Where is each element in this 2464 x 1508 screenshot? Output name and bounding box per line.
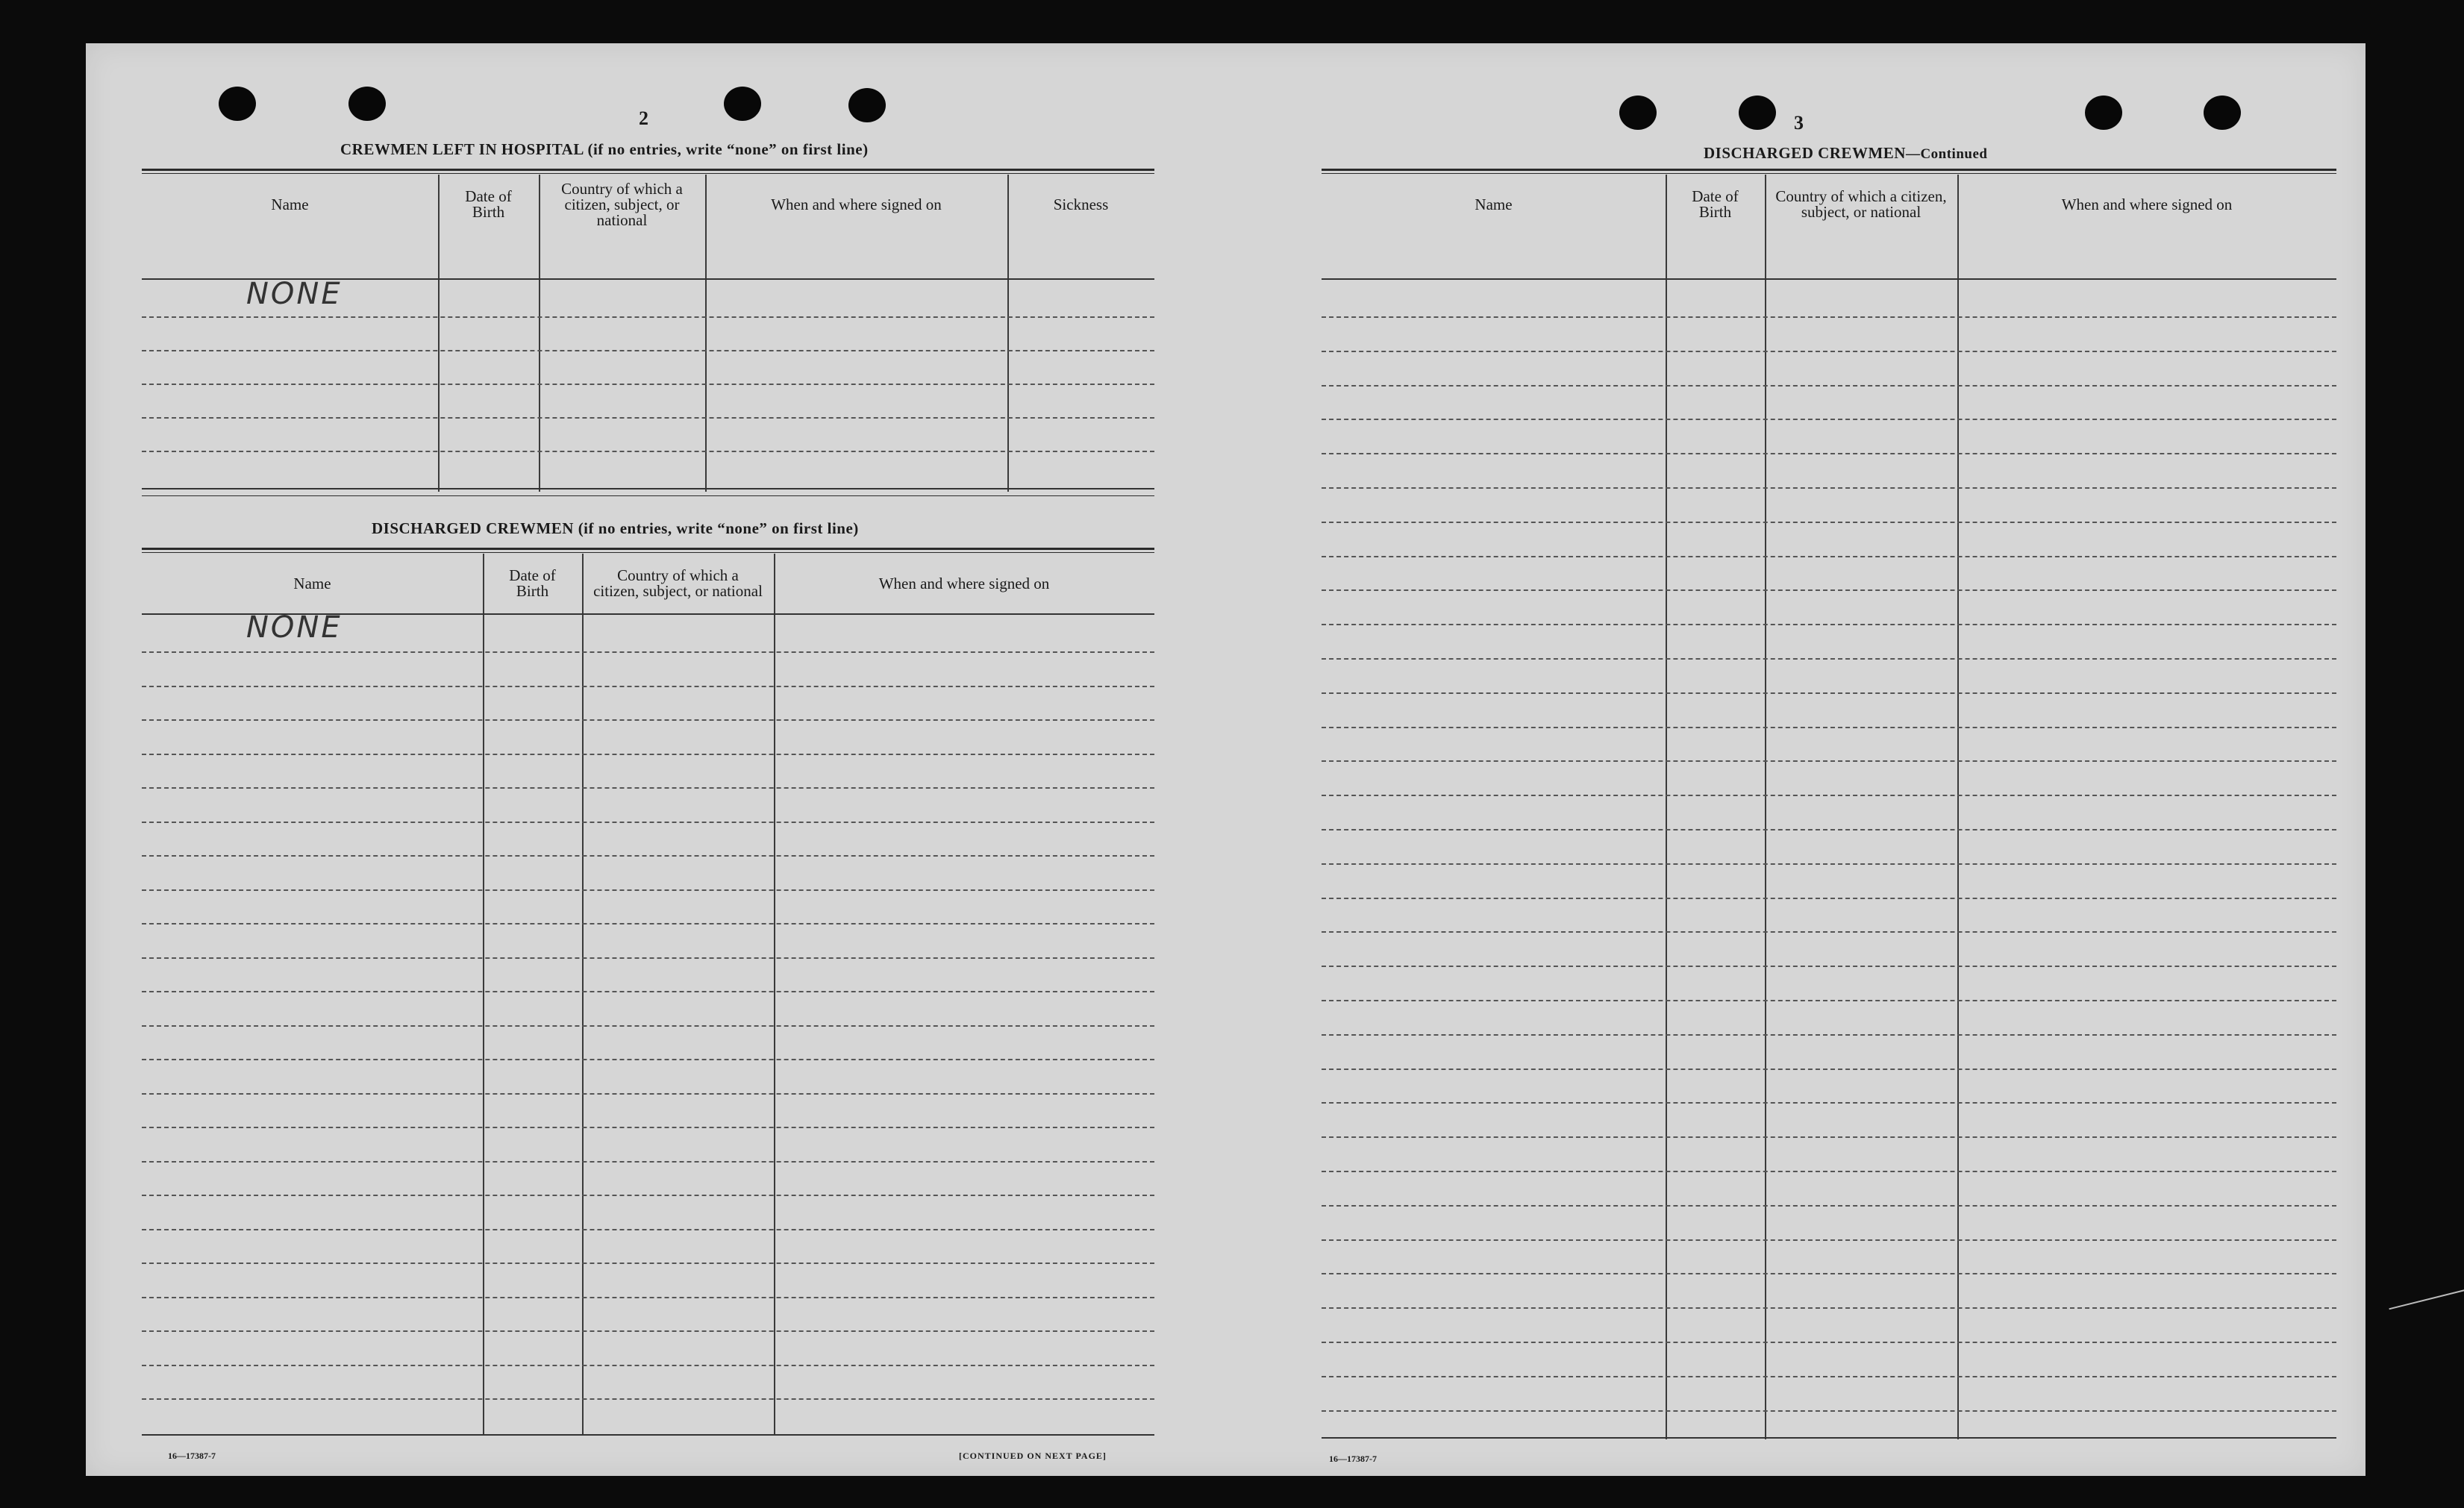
punch-hole	[2085, 96, 2122, 130]
row-line	[142, 957, 1154, 959]
row-line	[142, 1195, 1154, 1196]
table-bottom-rule	[1322, 1437, 2336, 1439]
header-signed-on: When and where signed on	[878, 574, 1050, 592]
table-bottom-rule	[142, 1434, 1154, 1436]
section-title-hospital	[340, 140, 869, 159]
top-rule	[142, 169, 1154, 171]
punch-hole	[724, 87, 761, 121]
row-line	[1322, 1102, 2336, 1104]
top-rule-thin	[142, 552, 1154, 553]
row-line	[142, 1229, 1154, 1230]
discharged-title-text: DISCHARGED CREWMEN	[1704, 144, 1906, 162]
column-divider	[1957, 175, 1959, 1439]
row-line	[1322, 453, 2336, 454]
discharged-table	[142, 554, 1154, 1436]
discharged-continued-table	[1322, 175, 2336, 1439]
row-line	[142, 651, 1154, 653]
row-line	[142, 1398, 1154, 1400]
row-line	[1322, 898, 2336, 899]
row-line	[1322, 658, 2336, 660]
top-rule	[1322, 169, 2336, 171]
row-line	[142, 787, 1154, 789]
row-line	[1322, 692, 2336, 694]
row-line	[1322, 556, 2336, 557]
row-line	[1322, 385, 2336, 387]
row-line	[1322, 1239, 2336, 1241]
page-number: 2	[639, 107, 648, 129]
header-date-of-birth: Date of Birth	[509, 566, 556, 600]
row-line	[1322, 522, 2336, 523]
row-line	[142, 1093, 1154, 1095]
hospital-title-text: CREWMEN LEFT IN HOSPITAL	[340, 140, 584, 158]
row-line	[1322, 419, 2336, 420]
row-line	[1322, 1342, 2336, 1343]
discharged-title-text: DISCHARGED CREWMEN	[372, 519, 574, 537]
row-line	[1322, 1410, 2336, 1412]
punch-hole	[1739, 96, 1776, 130]
document-spread	[86, 43, 2365, 1476]
header-sickness: Sickness	[1053, 195, 1109, 213]
row-line	[1322, 931, 2336, 933]
row-line	[1322, 863, 2336, 865]
punch-hole	[1619, 96, 1657, 130]
punch-hole	[348, 87, 386, 121]
top-rule	[142, 548, 1154, 550]
row-line	[142, 822, 1154, 823]
section-title-discharged-continued	[1704, 144, 1987, 163]
header-country: Country of which a citizen, subject, or national	[1775, 187, 1947, 221]
top-rule-thin	[142, 173, 1154, 174]
row-line	[142, 889, 1154, 891]
form-number: 16—17387-7	[168, 1451, 216, 1461]
header-signed-on: When and where signed on	[771, 195, 942, 213]
row-line	[1322, 829, 2336, 830]
row-line	[142, 1127, 1154, 1128]
row-line	[142, 1330, 1154, 1332]
right-page	[1228, 43, 2365, 1476]
header-date-of-birth: Date of Birth	[465, 187, 512, 221]
hospital-table	[142, 175, 1154, 492]
row-line	[142, 923, 1154, 924]
row-line	[1322, 624, 2336, 625]
row-line	[1322, 589, 2336, 591]
row-line	[1322, 1307, 2336, 1309]
section-title-discharged	[372, 519, 859, 538]
row-line	[142, 316, 1154, 318]
row-line	[1322, 1000, 2336, 1001]
row-line	[142, 1025, 1154, 1027]
header-country: Country of which a citizen, subject, or national	[561, 179, 683, 229]
row-line	[142, 719, 1154, 721]
scan-scratch	[2389, 1289, 2464, 1310]
row-line	[1322, 1069, 2336, 1070]
row-line	[142, 1263, 1154, 1264]
handwritten-entry: NONE	[246, 610, 343, 645]
continued-note: [CONTINUED ON NEXT PAGE]	[959, 1451, 1107, 1461]
row-line	[1322, 1205, 2336, 1207]
row-line	[142, 686, 1154, 687]
header-underline	[1322, 278, 2336, 280]
continued-suffix: —Continued	[1905, 146, 1988, 162]
row-line	[142, 754, 1154, 755]
row-line	[1322, 1136, 2336, 1138]
row-line	[142, 991, 1154, 992]
page-number: 3	[1794, 112, 1804, 134]
header-date-of-birth: Date of Birth	[1692, 187, 1739, 221]
discharged-note: (if no entries, write “none” on first line)	[578, 519, 859, 537]
punch-hole	[848, 88, 886, 122]
header-name: Name	[271, 195, 309, 213]
row-line	[1322, 760, 2336, 762]
row-line	[142, 1365, 1154, 1366]
row-line	[142, 855, 1154, 857]
row-line	[1322, 1034, 2336, 1036]
row-line	[1322, 966, 2336, 967]
top-rule-thin	[1322, 173, 2336, 174]
hospital-note: (if no entries, write “none” on first line)	[587, 140, 869, 158]
bottom-rule-thin	[142, 495, 1154, 496]
punch-hole	[2204, 96, 2241, 130]
row-line	[1322, 1171, 2336, 1172]
row-line	[1322, 487, 2336, 489]
row-line	[1322, 351, 2336, 352]
left-page	[86, 43, 1228, 1476]
row-line	[1322, 1273, 2336, 1274]
column-divider	[1765, 175, 1766, 1439]
row-line	[1322, 316, 2336, 318]
row-line	[142, 451, 1154, 452]
row-line	[142, 350, 1154, 351]
row-line	[142, 1297, 1154, 1298]
row-line	[1322, 795, 2336, 796]
row-line	[1322, 1376, 2336, 1377]
row-line	[142, 1059, 1154, 1060]
row-line	[142, 1161, 1154, 1163]
row-line	[142, 384, 1154, 385]
header-name: Name	[293, 574, 331, 592]
punch-hole	[219, 87, 256, 121]
table-bottom-rule	[142, 488, 1154, 489]
header-name: Name	[1475, 195, 1513, 213]
header-signed-on: When and where signed on	[2061, 195, 2233, 213]
header-country: Country of which a citizen, subject, or national	[593, 566, 763, 600]
column-divider	[1666, 175, 1667, 1439]
row-line	[1322, 727, 2336, 728]
form-number: 16—17387-7	[1329, 1454, 1377, 1464]
handwritten-entry: NONE	[246, 277, 343, 311]
row-line	[142, 417, 1154, 419]
